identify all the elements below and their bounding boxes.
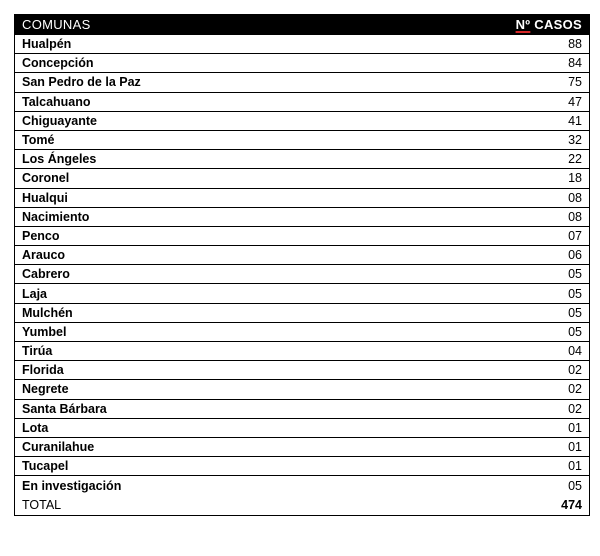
case-count: 05 bbox=[568, 478, 582, 493]
table-row bbox=[15, 419, 589, 438]
table-row bbox=[15, 54, 589, 73]
header-comunas: COMUNAS bbox=[22, 17, 91, 32]
case-count: 88 bbox=[568, 37, 582, 52]
comuna-name: Nacimiento bbox=[22, 209, 90, 224]
comuna-name: Coronel bbox=[22, 171, 70, 186]
table-row bbox=[15, 150, 589, 169]
total-count: 474 bbox=[561, 498, 582, 513]
comuna-name: Yumbel bbox=[22, 324, 67, 339]
total-label: TOTAL bbox=[22, 498, 62, 513]
case-count: 75 bbox=[568, 75, 582, 90]
case-count: 06 bbox=[568, 248, 582, 263]
table-row bbox=[15, 361, 589, 380]
table-row bbox=[15, 284, 589, 303]
case-count: 32 bbox=[568, 133, 582, 148]
case-count: 01 bbox=[568, 440, 582, 455]
comuna-name: Cabrero bbox=[22, 267, 70, 282]
case-count: 47 bbox=[568, 94, 582, 109]
table-row bbox=[15, 323, 589, 342]
comuna-name: Negrete bbox=[22, 382, 69, 397]
table-row bbox=[15, 438, 589, 457]
comuna-name: Hualqui bbox=[22, 190, 68, 205]
case-count: 08 bbox=[568, 209, 582, 224]
comuna-name: San Pedro de la Paz bbox=[22, 75, 141, 90]
header-casos-label: CASOS bbox=[530, 17, 582, 32]
case-count: 01 bbox=[568, 420, 582, 435]
comuna-name: Los Ángeles bbox=[22, 152, 97, 167]
case-count: 05 bbox=[568, 267, 582, 282]
comuna-name: Talcahuano bbox=[22, 94, 91, 109]
comuna-name: Florida bbox=[22, 363, 64, 378]
case-count: 05 bbox=[568, 324, 582, 339]
comuna-name: Laja bbox=[22, 286, 48, 301]
table-row bbox=[15, 342, 589, 361]
comuna-name: Curanilahue bbox=[22, 440, 95, 455]
case-count: 22 bbox=[568, 152, 582, 167]
table-row bbox=[15, 227, 589, 246]
comuna-name: Chiguayante bbox=[22, 113, 98, 128]
case-count: 84 bbox=[568, 56, 582, 71]
comuna-name: En investigación bbox=[22, 478, 122, 493]
table-row bbox=[15, 73, 589, 92]
comuna-name: Tucapel bbox=[22, 459, 69, 474]
table-row bbox=[15, 457, 589, 476]
table-row bbox=[15, 169, 589, 188]
case-count: 02 bbox=[568, 401, 582, 416]
table-row bbox=[15, 208, 589, 227]
comuna-name: Arauco bbox=[22, 248, 66, 263]
comuna-name: Hualpén bbox=[22, 37, 72, 52]
table-row bbox=[15, 304, 589, 323]
table-row bbox=[15, 112, 589, 131]
table-header bbox=[15, 15, 589, 35]
case-count: 05 bbox=[568, 286, 582, 301]
case-count: 18 bbox=[568, 171, 582, 186]
header-casos bbox=[516, 17, 582, 32]
comuna-name: Tirúa bbox=[22, 344, 53, 359]
case-count: 05 bbox=[568, 305, 582, 320]
table-row bbox=[15, 265, 589, 284]
comuna-name: Santa Bárbara bbox=[22, 401, 107, 416]
table-row bbox=[15, 400, 589, 419]
cases-table bbox=[14, 14, 590, 516]
table-row bbox=[15, 35, 589, 54]
comuna-name: Mulchén bbox=[22, 305, 73, 320]
comuna-name: Concepción bbox=[22, 56, 94, 71]
table-row bbox=[15, 189, 589, 208]
table-row bbox=[15, 93, 589, 112]
table-body bbox=[15, 35, 589, 496]
case-count: 08 bbox=[568, 190, 582, 205]
table-row bbox=[15, 131, 589, 150]
header-number-abbrev: Nº bbox=[515, 17, 531, 32]
case-count: 04 bbox=[568, 344, 582, 359]
case-count: 01 bbox=[568, 459, 582, 474]
table-row bbox=[15, 246, 589, 265]
total-row bbox=[15, 496, 589, 515]
case-count: 41 bbox=[568, 113, 582, 128]
comuna-name: Penco bbox=[22, 228, 60, 243]
table-row bbox=[15, 476, 589, 495]
comuna-name: Tomé bbox=[22, 133, 55, 148]
case-count: 02 bbox=[568, 382, 582, 397]
case-count: 07 bbox=[568, 228, 582, 243]
table-row bbox=[15, 380, 589, 399]
comuna-name: Lota bbox=[22, 420, 49, 435]
case-count: 02 bbox=[568, 363, 582, 378]
